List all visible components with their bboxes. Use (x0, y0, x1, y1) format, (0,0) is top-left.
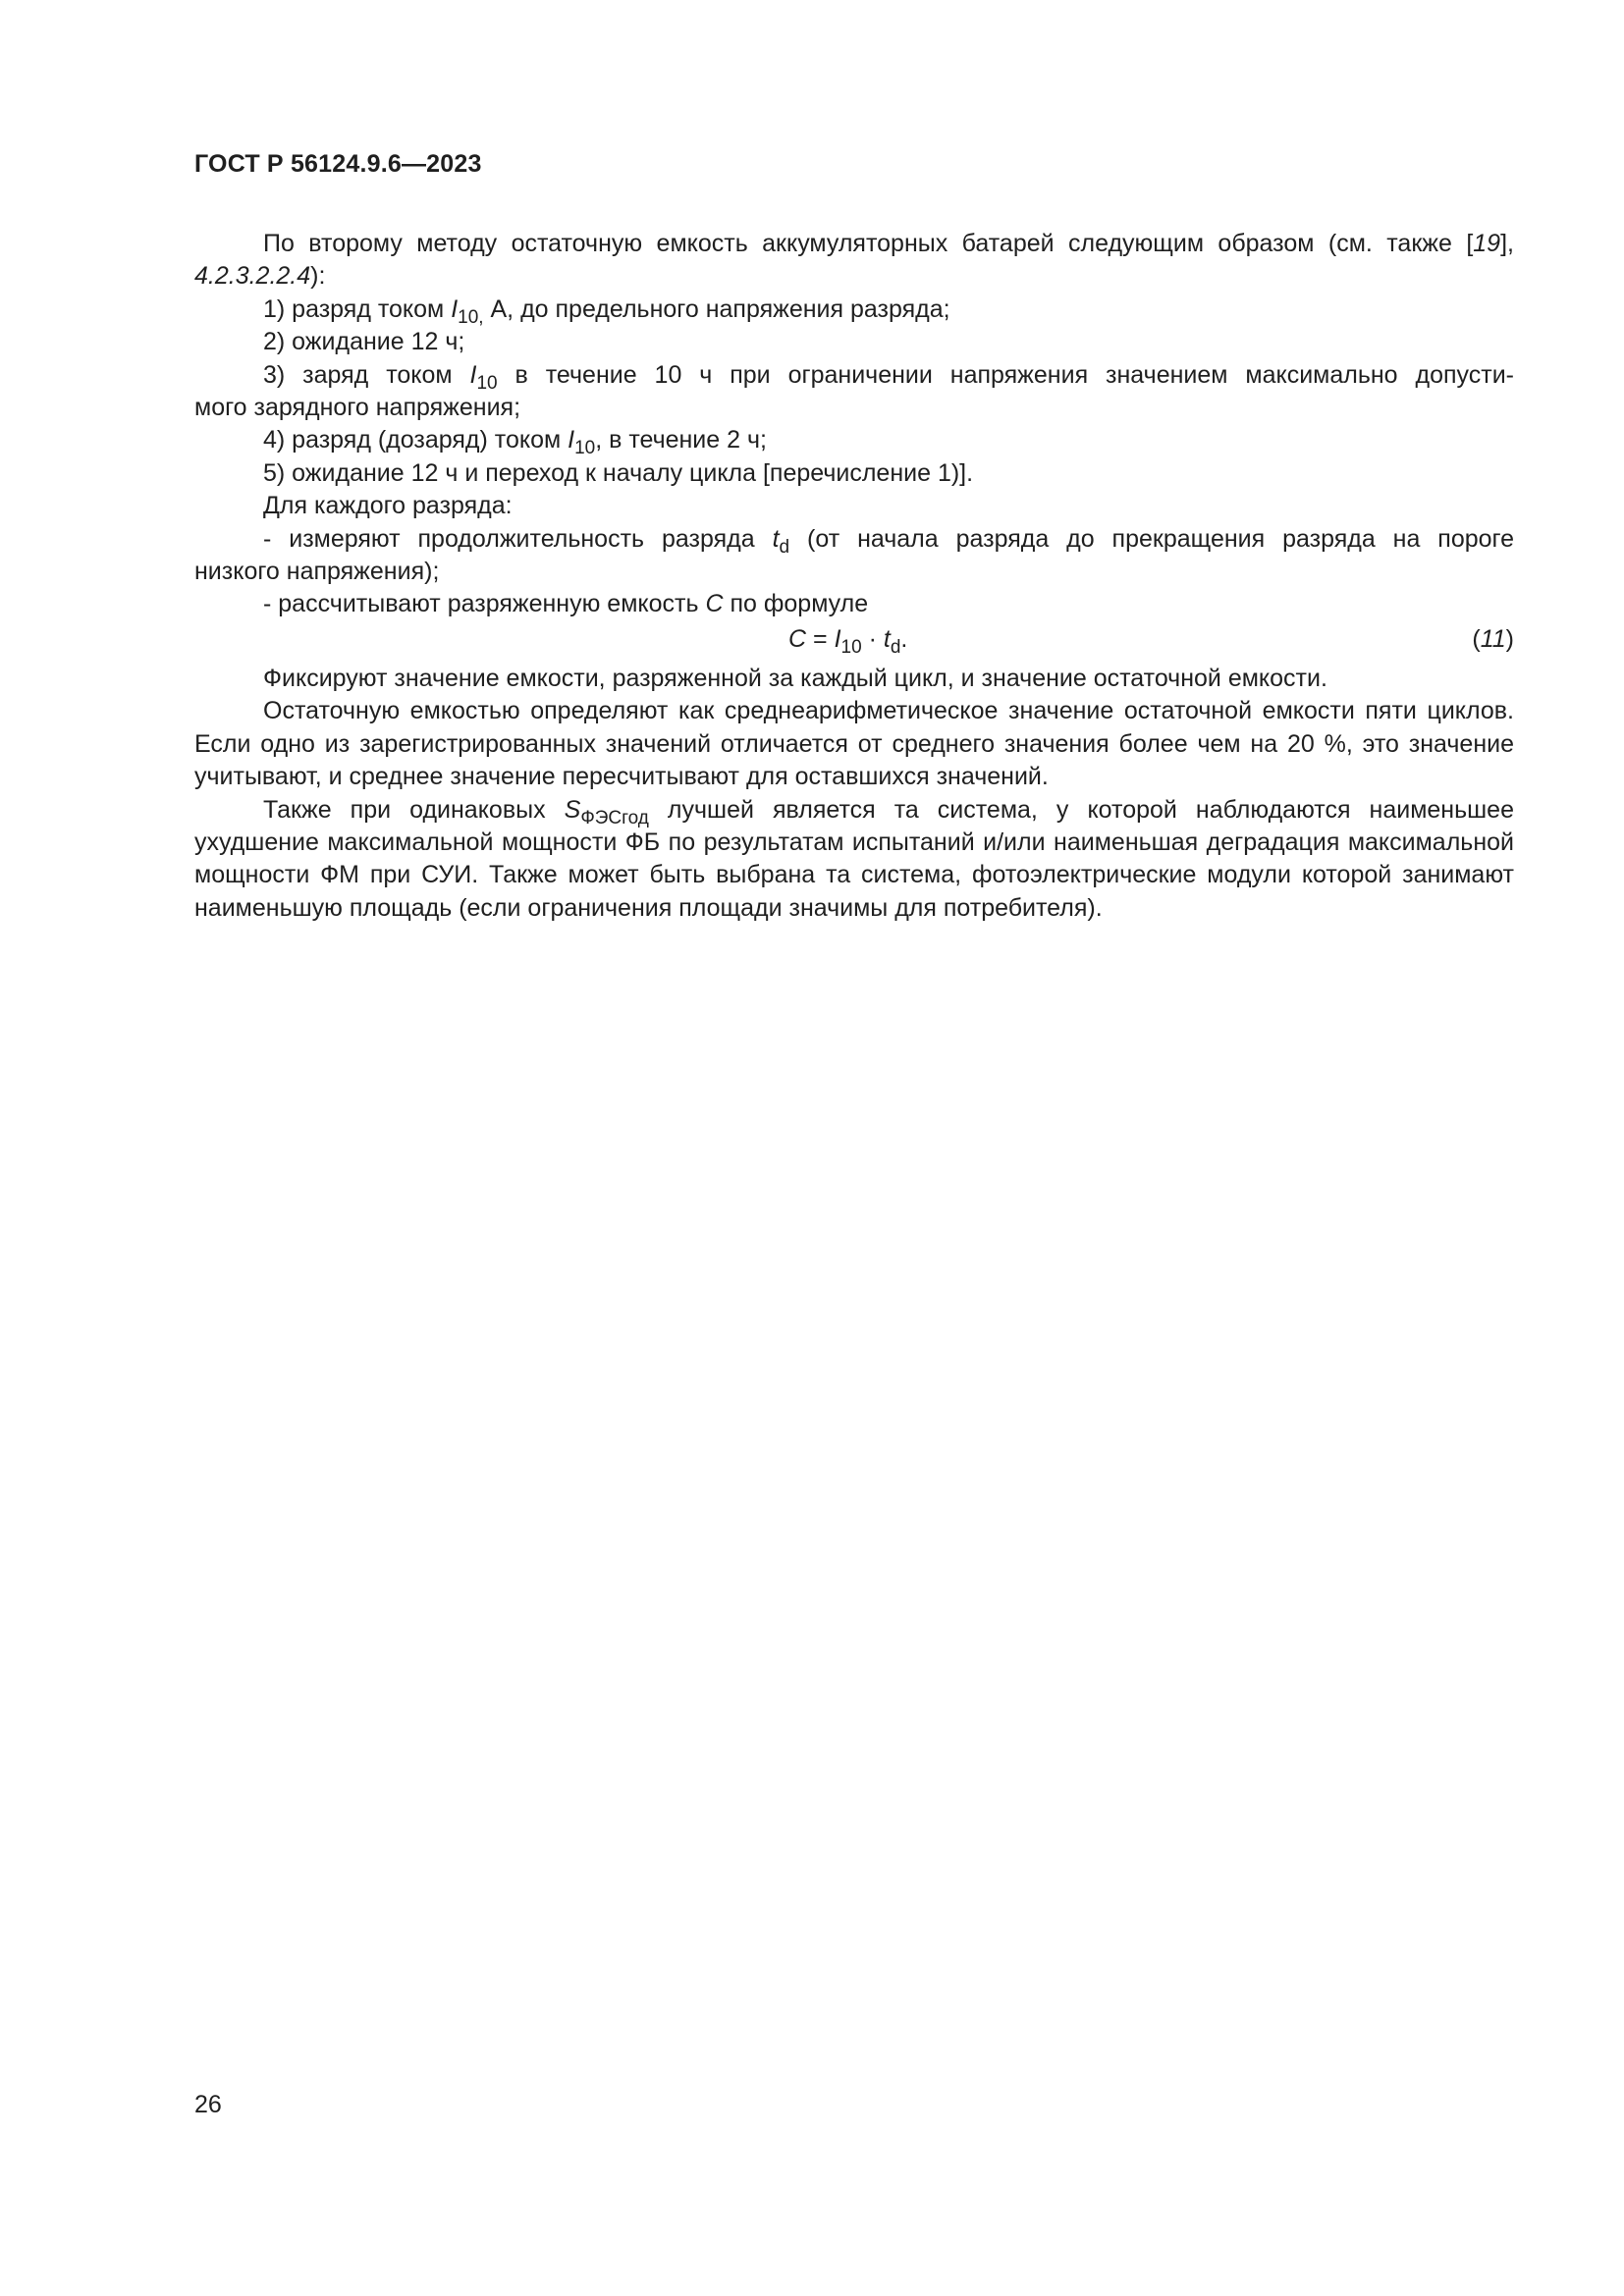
formula-time: t (883, 624, 891, 653)
clause-reference: 4.2.3.2.2.4 (194, 262, 311, 291)
symbol-i: I (469, 360, 477, 389)
symbol-i: I (568, 426, 575, 454)
step-4-rest: , в течение 2 ч; (595, 426, 767, 454)
step-1-rest: А, до предельного напряжения разряда; (483, 294, 950, 323)
step-3 (194, 359, 1514, 392)
symbol-i: I (451, 294, 459, 323)
step-3-rest: в течение 10 ч при ограничении напряжения значением максимально допусти- (497, 360, 1514, 389)
page-number: 26 (194, 2091, 222, 2118)
selection-rest: лучшей является та система, у которой наблюдаются наименьшее ухудшение максимальной мощности ФБ по результатам испытаний и/или наименьшая деградация максимальной мощности ФМ при СУИ. Также может быть выбрана та система, фотоэлектрические модули которой занимают наименьшую площадь (если ограничения площади значимы для потребителя). (194, 795, 1514, 922)
measure-rest: (от начала разряда до прекращения разряда на пороге (789, 524, 1515, 553)
step-4-text: 4) разряд (дозаряд) током (263, 426, 568, 454)
symbol-c: C (705, 590, 724, 618)
subscript: 10, (458, 306, 484, 328)
step-1 (194, 294, 1514, 326)
formula-number (1472, 623, 1514, 656)
reference-number: 19 (1473, 230, 1501, 257)
selection-text: Также при одинаковых (263, 795, 565, 824)
calculate-text: - рассчитывают разряженную емкость (263, 590, 706, 618)
calculate-item (194, 588, 1514, 620)
measure-continuation: низкого напряжения); (194, 558, 440, 586)
document-body (194, 228, 1514, 925)
subscript: d (890, 636, 901, 658)
ref-open: [ (1466, 230, 1474, 257)
formula-expression (788, 623, 907, 656)
measure-item (194, 523, 1514, 556)
formula-end: . (900, 624, 908, 653)
step-3-continuation: мого зарядного напряжения; (194, 394, 521, 422)
step-1-text: 1) разряд током (263, 294, 452, 323)
subscript: 10 (840, 636, 862, 658)
intro-text: По второму методу остаточную емкость аккумуляторных батарей следующим образом (см. также (263, 230, 1452, 257)
step-4 (194, 424, 1514, 459)
measure-text: - измеряют продолжительность разряда (263, 524, 773, 553)
subscript: ФЭСгод (580, 807, 649, 828)
formula-11 (194, 623, 1514, 659)
intro-end: ): (310, 262, 326, 291)
paragraph-selection (194, 794, 1514, 926)
each-discharge-intro: Для каждого разряда: (263, 492, 513, 520)
paragraph-method-intro (194, 228, 1514, 294)
subscript: d (779, 536, 790, 558)
calculate-rest: по формуле (723, 590, 869, 618)
num-close: ) (1505, 624, 1514, 653)
num-open: ( (1472, 624, 1481, 653)
subscript: 10 (476, 372, 498, 394)
formula-dot: · (861, 624, 884, 653)
symbol-s: S (564, 795, 581, 824)
formula-current: I (834, 624, 841, 653)
step-5: 5) ожидание 12 ч и переход к началу цикла [перечисление 1)]. (263, 458, 974, 487)
ref-close: ], (1500, 230, 1514, 257)
paragraph-fixation: Фиксируют значение емкости, разряженной за каждый цикл, и значение остаточной емкости. (263, 664, 1327, 692)
subscript: 10 (574, 438, 596, 459)
formula-equals: = (806, 624, 835, 653)
num-value: 11 (1480, 624, 1506, 653)
step-3-text: 3) заряд током (263, 360, 470, 389)
paragraph-average: Остаточную емкостью определяют как среднеарифметическое значение остаточной емкости пяти циклов. Если одно из зарегистрированных значений отличается от среднего значения более чем на 20 %, это значение учитывают, и среднее значение пересчитывают для оставшихся значений. (194, 697, 1514, 791)
formula-lhs: C (788, 624, 807, 653)
symbol-t: t (772, 524, 780, 553)
document-header: ГОСТ Р 56124.9.6—2023 (194, 150, 482, 178)
step-2: 2) ожидание 12 ч; (263, 328, 465, 356)
